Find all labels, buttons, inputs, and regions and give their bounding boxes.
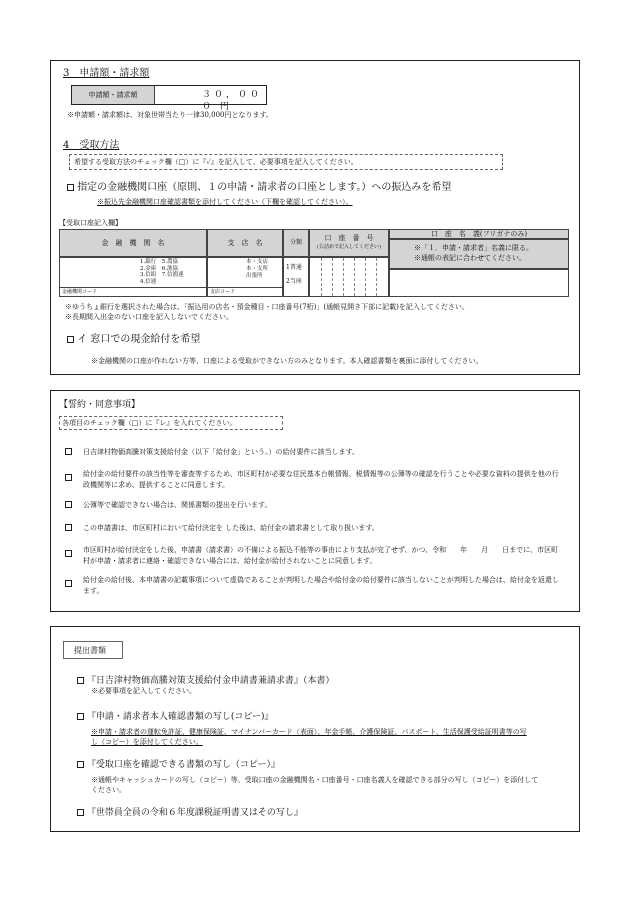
amount-note: ※申請額・請求額は、対象世帯当たり一律30,000円となります。: [67, 111, 273, 119]
agreement-box: [50, 390, 580, 612]
section4-heading: 4 受取方法: [63, 140, 120, 151]
agreement-item-text: 給付金の給付後、本申請書の記載事項について虚偽であることが判明した場合や給付金の給付要件に該当しないことが判明した場合は、給付金を返還します。: [83, 576, 559, 595]
header-number-sub: (右詰めで記入してください): [317, 244, 381, 250]
header-branch: 支 店 名: [207, 229, 283, 257]
documents-heading-box: [63, 641, 123, 659]
header-number-label: 口 座 番 号: [324, 234, 374, 242]
agreement-item-text: この申請書は、市区町村において給付決定を した後は、給付金の請求書として取り扱います。: [83, 524, 379, 532]
yucho-note: ※ゆうちょ銀行を選択された場合は、「振込用の店名・預金種目・口座番号(7桁)」(通帳見開き下部に記載)を記入してください。: [65, 303, 469, 311]
holder-note-1: ※「１．申請・請求者」名義に限る。: [414, 244, 533, 252]
checkbox[interactable]: [65, 474, 72, 481]
document-title: 『世帯員全員の令和６年度課税証明書又はその写し』: [86, 808, 303, 818]
holder-cell[interactable]: [389, 239, 569, 269]
dormant-note: ※長期間入出金のない口座を記入しないでください。: [65, 313, 233, 321]
document-item[interactable]: [77, 675, 567, 696]
account-entry-title: 【受取口座記入欄】: [59, 219, 122, 227]
documents-heading: 提出書類: [74, 646, 106, 655]
account-type-line: 1普通: [286, 264, 302, 271]
account-table: [59, 229, 569, 297]
bank-types: [140, 259, 184, 285]
agreement-item-text: 市区町村が給付決定をした後、申請書（請求書）の不備による振込不能等の事由により支払が完了せず、かつ、令和 年 月 日までに、市区町村が申請・請求者に連絡・確認できない場合には、給付金が給付されないことに同意します。: [83, 546, 559, 565]
document-note: ※必要事項を記入してください。: [91, 687, 196, 695]
agreement-item-text: 給付金の給付要件の該当性等を審査等するため、市区町村が必要な住民基本台帳情報、税情報等の公簿等の確認を行うことや必要な資料の提供を他の行政機関等に求め、提供することに同意します。: [83, 470, 559, 489]
agreement-item[interactable]: [65, 448, 565, 457]
document-note: ※申請・請求者の運転免許証、健康保険証、マイナンバーカード（表面）、年金手帳、介護保険証、パスポート、生活保護受給証明書等の写し（コピー）を添付してください。: [91, 728, 527, 746]
agreement-item[interactable]: [65, 469, 565, 491]
document-item[interactable]: [77, 711, 567, 747]
branch-type-line: 本・支所: [246, 266, 269, 272]
amount-value: ３０，０００ 円: [202, 90, 263, 112]
amount-box: [71, 85, 267, 112]
number-cell[interactable]: [309, 257, 389, 297]
bank-type-line: 3.信組 7.信漁連: [140, 272, 184, 278]
checkbox[interactable]: [65, 524, 72, 531]
bank-type-line: 2.金庫 6.漁協: [140, 265, 178, 272]
holder-input[interactable]: [389, 269, 569, 297]
option-cash[interactable]: [67, 333, 200, 346]
method-instruction: 希望する受取方法のチェック欄（□）に『✓』を記入して、必要事項を記入してください。: [74, 158, 358, 166]
bank-cell[interactable]: [59, 257, 207, 297]
agreement-item[interactable]: [65, 575, 565, 597]
option-bank-transfer-label: 指定の金融機関口座（原則、１の申請・請求者の口座とします。）への振込みを希望: [77, 182, 452, 193]
checkbox[interactable]: [65, 448, 72, 455]
header-holder: 口 座 名 義(フリガナのみ): [389, 229, 569, 239]
branch-code-label: 支店コード: [210, 289, 236, 295]
option-cash-note: ※金融機関の口座が作れない方等、口座による受取ができない方のみとなります。本人確認書類を裏面に添付してください。: [91, 357, 483, 365]
header-bank: 金 融 機 関 名: [59, 229, 207, 257]
document-title: 『申請・請求者本人確認書類の写し(コピー)』: [86, 712, 274, 722]
amount-label: 申請額・請求額: [72, 86, 155, 104]
agreement-item[interactable]: [65, 545, 565, 567]
documents-box: [50, 626, 580, 832]
document-item[interactable]: [77, 759, 567, 795]
type-cell[interactable]: [283, 257, 309, 297]
bank-code-row: [60, 287, 206, 298]
agreement-item-text: 日吉津村物価高騰対策支援給付金（以下「給付金」という。）の給付要件に該当します。: [83, 448, 359, 456]
bank-type-line: 4.信連: [140, 278, 157, 285]
branch-cell[interactable]: [207, 257, 283, 297]
option-bank-transfer-note: ※振込先金融機関口座確認書類を添付してください（下欄を確認してください）。: [97, 198, 353, 206]
agreement-item[interactable]: [65, 524, 565, 533]
branch-types: [246, 259, 268, 280]
section3-heading: 3 申請額・請求額: [63, 68, 150, 79]
checkbox[interactable]: [65, 580, 72, 587]
header-type: 分類: [283, 229, 309, 257]
agreement-instruction-box: [59, 416, 283, 430]
bank-type-line: 1.銀行 5.農協: [140, 259, 178, 265]
agreement-item[interactable]: [65, 501, 565, 510]
checkbox[interactable]: [77, 677, 84, 684]
agreement-item-text: 公簿等で確認できない場合は、関係書類の提出を行います。: [83, 501, 272, 509]
option-cash-label: イ 窓口での現金給付を希望: [77, 334, 201, 345]
method-instruction-box: [69, 154, 503, 170]
checkbox[interactable]: [77, 761, 84, 768]
option-bank-transfer[interactable]: [67, 181, 451, 194]
document-title: 『日吉津村物価高騰対策支援給付金申請書兼請求書』（本書）: [86, 676, 335, 686]
branch-type-line: 出張所: [246, 273, 263, 279]
agreement-instruction: 各項目のチェック欄（□）に『レ』を入れてください。: [62, 419, 237, 427]
payment-section-box: [50, 60, 580, 375]
agreement-heading: 【誓約・同意事項】: [59, 400, 141, 410]
branch-code-row: [208, 287, 282, 298]
holder-note-2: ※通帳の表記に合わせてください。: [414, 254, 526, 262]
header-number: [309, 229, 389, 257]
document-title: 『受取口座を確認できる書類の写し（コピー）』: [86, 760, 281, 770]
account-type-line: 2当座: [286, 278, 302, 285]
document-item[interactable]: [77, 807, 567, 819]
bank-code-label: 金融機関コード: [62, 289, 98, 295]
document-note: ※通帳やキャッシュカードの写し（コピー）等、受取口座の金融機関名・口座番号・口座名義人を確認できる部分の写し（コピー）を添付してください。: [91, 776, 539, 794]
checkbox[interactable]: [65, 501, 72, 508]
branch-type-line: 本・支店: [246, 259, 269, 265]
checkbox[interactable]: [77, 809, 84, 816]
checkbox[interactable]: [65, 550, 72, 557]
checkbox[interactable]: [67, 336, 74, 343]
checkbox[interactable]: [67, 184, 74, 191]
checkbox[interactable]: [77, 713, 84, 720]
